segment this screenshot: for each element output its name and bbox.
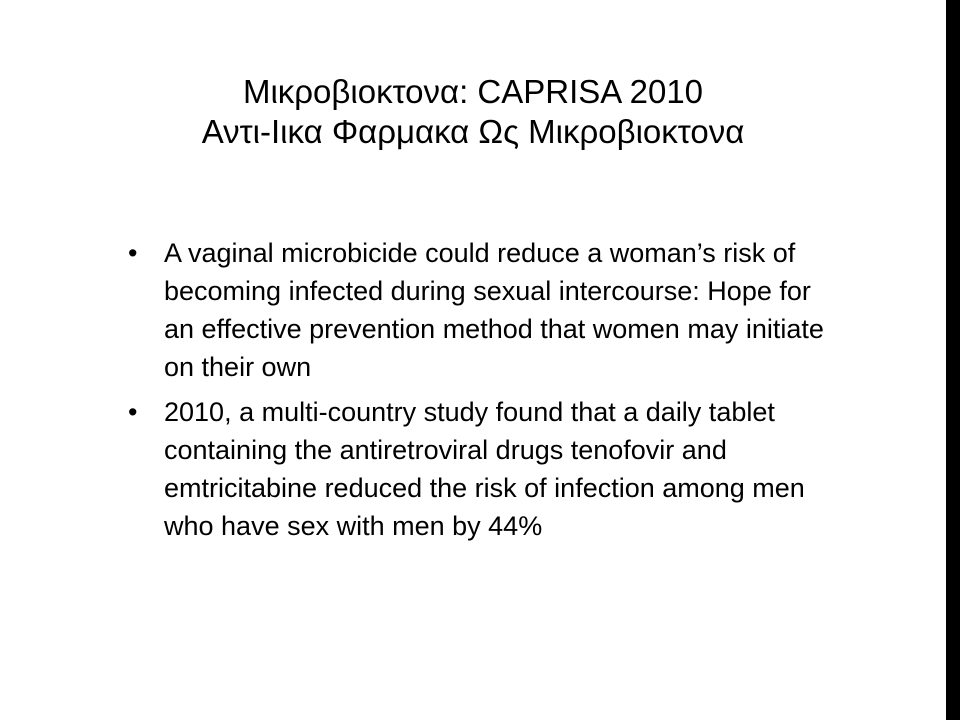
bullet-icon: • [128,397,138,427]
slide-title [0,72,946,152]
bullet-icon: • [128,238,138,268]
bullet-text: A vaginal microbicide could reduce a woman’s risk of becoming infected during sexual intercourse: Hope for an effective prevention method that women may initiate on their own [164,238,824,382]
bullet-item [128,234,848,386]
bullet-item [128,393,848,545]
slide-title-line-1: Μικροβιοκτονα: CAPRISA 2010 [242,73,704,110]
bullet-text: 2010, a multi-country study found that a daily tablet containing the antiretroviral drugs tenofovir and emtricitabine reduced the risk of infection among men who have sex with men by 44% [164,397,805,541]
slide-title-line-2: Αντι-Ιικα Φαρμακα Ως Μικροβιοκτονα [201,113,745,150]
bullet-list [128,234,848,552]
